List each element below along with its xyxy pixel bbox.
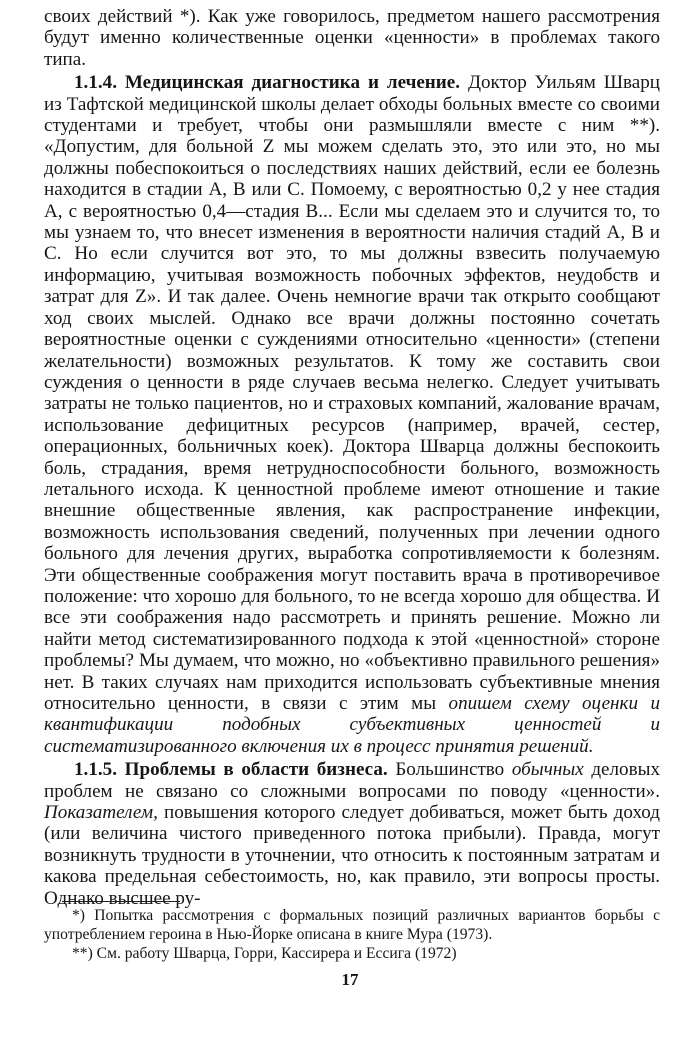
- section-1-1-4: [44, 72, 660, 757]
- section-1-1-5-text-c: повышения которого следует добиваться, может быть доход (или величина чистого приведенного потока прибыли). Правда, могут возникнуть трудности в уточнении, что относить к постоянным затратам и какова предельная себестоимость, но, как правило, эти вопросы просты. Однако высшее ру-: [44, 802, 660, 909]
- section-1-1-5-text-b: деловых проблем не связано со сложными вопросами по поводу «ценности».: [44, 759, 660, 802]
- footnote-divider: [62, 901, 180, 902]
- page-number: 17: [341, 970, 359, 989]
- section-1-1-5: [44, 759, 660, 909]
- section-1-1-5-italic-a: обычных: [511, 759, 584, 781]
- footnote-2: **) См. работу Шварца, Горри, Кассирера и Ессига (1972): [72, 945, 457, 962]
- footnote-1: *) Попытка рассмотрения с формальных позиций различных вариантов борьбы с употреблением героина в Нью-Йорке описана в книге Мура (1973).: [44, 907, 660, 943]
- section-1-1-4-italic-text: опишем схему оценки и квантификации подобных субъективных ценностей и систематизированного включения их в процесс принятия решений.: [44, 693, 660, 757]
- page-body: [44, 6, 660, 909]
- section-1-1-4-heading: 1.1.4. Медицинская диагностика и лечение.: [74, 72, 461, 94]
- intro-paragraph: своих действий *). Как уже говорилось, предметом нашего рассмотрения будут именно количественные оценки «ценности» в проблемах такого типа.: [44, 6, 660, 70]
- section-1-1-5-text-a: Большинство: [387, 759, 512, 781]
- section-1-1-5-heading: 1.1.5. Проблемы в области бизнеса.: [74, 759, 388, 781]
- section-1-1-5-italic-b: Показателем,: [44, 802, 158, 824]
- footnotes: [44, 906, 660, 963]
- section-1-1-4-text: Доктор Уильям Шварц из Тафтской медицинской школы делает обходы больных вместе со своими студентами и требует, чтобы они размышляли вместе с ним **). «Допустим, для больной Z мы можем сделать это, это или это, но мы должны побеспокоиться о последствиях наших действий, если ее болезнь находится в стадии А, В или С. Помоему, с вероятностью 0,2 у нее стадия А, с вероятностью 0,4—стадия В... Если мы сделаем это и случится то, то мы узнаем то, что внесет изменения в вероятности наличия стадий А, В и С. Но если случится вот это, то мы должны взвесить получаемую информацию, учитывая возможность побочных эффектов, неудобств и затрат для Z». И так далее. Очень немногие врачи так открыто сообщают ход своих мыслей. Однако все врачи должны постоянно сочетать вероятностные оценки с суждениями относительно «ценности» (степени желательности) возможных результатов. К тому же составить свои суждения о ценности в ряде случаев весьма нелегко. Следует учитывать затраты не только пациентов, но и страховых компаний, жалование врачам, использование дефицитных ресурсов (например, врачей, сестер, операционных, больничных коек). Доктора Шварца должны беспокоить боль, страдания, время нетрудноспособности больного, возможность летального исхода. К ценностной проблеме имеют отношение и такие внешние общественные явления, как распространение инфекции, возможность использования сведений, полученных при лечении одного больного для лечения других, выработка сопротивляемости к болезням. Эти общественные соображения могут поставить врача в противоречивое положение: что хорошо для больного, то не всегда хорошо для общества. И все эти соображения надо рассмотреть и принять решение. Можно ли найти метод систематизированного подхода к этой «ценностной» стороне проблемы? Мы думаем, что можно, но «объективно правильного решения» нет. В таких случаях нам приходится использовать субъективные мнения относительно ценности, в связи с этим мы: [44, 72, 660, 714]
